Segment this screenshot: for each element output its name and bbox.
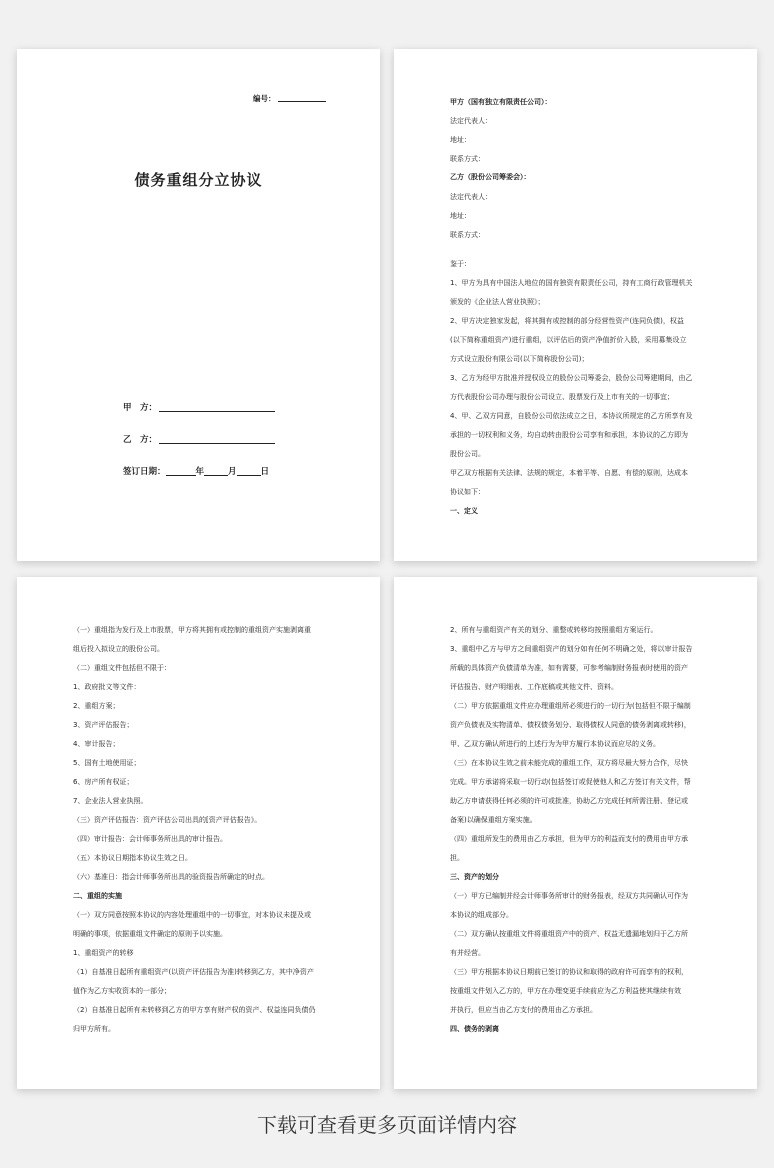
- document-page-4: [394, 577, 757, 1089]
- month-blank: [204, 466, 228, 476]
- day-blank: [237, 466, 261, 476]
- text-line: （四）重组所发生的费用由乙方承担，但为甲方的利益而支付的费用由甲方承: [450, 835, 688, 843]
- text-line: （三）在本协议生效之前未能完成的重组工作，双方将尽最大努力合作，尽快: [450, 759, 688, 767]
- cover-page: [17, 49, 380, 561]
- text-line: 助乙方申请获得任何必须的许可或批准，协助乙方完成任何所需注册、登记或: [450, 797, 688, 805]
- section-heading: 乙方（股份公司筹委会）：: [450, 173, 531, 181]
- text-line: 评估报告、财产明细表、工作底稿或其他文件、资料。: [450, 683, 618, 691]
- section-heading: 二、重组的实施: [73, 892, 122, 900]
- text-line: 2、甲方决定独家发起，将其拥有或控制的部分经营性资产(连同负债)，权益: [450, 317, 684, 325]
- download-caption: 下载可查看更多页面详情内容: [257, 1113, 517, 1137]
- text-line: （三）资产评估报告：资产评估公司出具的[资产评估报告》。: [73, 816, 262, 824]
- text-line: （2）自基准日起所有未转移到乙方的甲方享有财产权的资产、权益连同负债仍: [73, 1006, 316, 1014]
- text-line: 2、所有与重组资产有关的划分、重整或转移均按照重组方案运行。: [450, 626, 658, 634]
- text-line: 联系方式：: [450, 155, 485, 163]
- text-line: 资产负债表及实物清单、债权债务划分、取得债权人同意的债务剥离或转移)，: [450, 721, 691, 729]
- text-line: 并执行，但应当由乙方支付的费用由乙方承担。: [450, 1006, 597, 1014]
- party-b-label: 乙 方：: [123, 435, 158, 445]
- text-line: 组后投入拟设立的股份公司。: [73, 645, 164, 653]
- section-heading: 甲方（国有独立有限责任公司）：: [450, 98, 552, 106]
- text-line: 方式设立股份有限公司(以下简称股份公司)；: [450, 355, 589, 363]
- signing-date-label: 签订日期：: [123, 467, 166, 477]
- text-line: 协议如下：: [450, 488, 485, 496]
- agreement-number-blank: [278, 94, 326, 102]
- text-line: 5、国有土地使用证；: [73, 759, 141, 767]
- text-line: 地址：: [450, 136, 471, 144]
- party-b-signature-line: [123, 433, 275, 445]
- text-line: 4、甲、乙双方同意，自股份公司依法成立之日，本协议所规定的乙方所享有及: [450, 412, 693, 420]
- agreement-number-field: [253, 93, 326, 104]
- text-line: （一）甲方已编制并经会计师事务所审计的财务报表，经双方共同确认可作为: [450, 892, 688, 900]
- text-line: 完成。甲方承诺将采取一切行动(包括签订或促使他人和乙方签订有关文件，帮: [450, 778, 691, 786]
- text-line: 3、重组中乙方与甲方之间重组资产的划分如有任何不明确之处，将以审计报告: [450, 645, 693, 653]
- text-line: 有并经营。: [450, 949, 485, 957]
- section-heading: 三、资产的划分: [450, 873, 499, 881]
- text-line: （六）基准日：指会计师事务所出具的验资报告所确定的时点。: [73, 873, 269, 881]
- document-page-2: [394, 49, 757, 561]
- text-line: 担。: [450, 854, 464, 862]
- agreement-number-label: 编号：: [253, 94, 276, 103]
- text-line: 备案)以确保重组方案实施。: [450, 816, 537, 824]
- section-heading: 一、定义: [450, 507, 478, 515]
- text-line: （一）重组指为发行及上市股票，甲方将其拥有或控制的重组资产实施剥离重: [73, 626, 311, 634]
- text-line: 联系方式：: [450, 231, 485, 239]
- text-line: (以下简称重组资产)进行重组，以评估后的资产净值折价入股，采用募集设立: [450, 336, 687, 344]
- text-line: 7、企业法人营业执照。: [73, 797, 148, 805]
- text-line: （五）本协议日期指本协议生效之日。: [73, 854, 192, 862]
- text-line: （三）甲方根据本协议日期前已签订的协议和取得的政府许可而享有的权利，: [450, 968, 688, 976]
- month-label: 月: [228, 467, 237, 477]
- text-line: （四）审计报告：会计师事务所出具的审计报告。: [73, 835, 227, 843]
- text-line: 颁发的《企业法人营业执照》；: [450, 298, 545, 306]
- document-page-3: [17, 577, 380, 1089]
- party-a-label: 甲 方：: [123, 403, 158, 413]
- text-line: 按重组文件划入乙方的，甲方在办理变更手续前应为乙方利益使其继续有效: [450, 987, 681, 995]
- text-line: 本协议的组成部分。: [450, 911, 513, 919]
- party-b-blank: [159, 434, 275, 444]
- text-line: 1、重组资产的转移: [73, 949, 134, 957]
- year-blank: [166, 466, 196, 476]
- text-line: 归甲方所有。: [73, 1025, 115, 1033]
- text-line: 明确的事项，依据重组文件确定的原则予以实施。: [73, 930, 227, 938]
- text-line: （二）重组文件包括但不限于：: [73, 664, 171, 672]
- text-line: 6、房产所有权证；: [73, 778, 134, 786]
- text-line: 3、资产评估报告；: [73, 721, 134, 729]
- text-line: 法定代表人：: [450, 193, 492, 201]
- text-line: 2、重组方案；: [73, 702, 120, 710]
- party-a-blank: [159, 402, 275, 412]
- signing-date-line: [123, 465, 269, 477]
- text-line: 地址：: [450, 212, 471, 220]
- text-line: 1、甲方为具有中国法人地位的国有独资有限责任公司，持有工商行政管理机关: [450, 279, 693, 287]
- text-line: 甲、乙双方确认所进行的上述行为为甲方履行本协议而应尽的义务。: [450, 740, 660, 748]
- text-line: 1、政府批文等文件：: [73, 683, 141, 691]
- text-line: 所载的具体资产负债清单为准，如有需要，可参考编制财务报表时使用的资产: [450, 664, 688, 672]
- text-line: 值作为乙方实收资本的一部分；: [73, 987, 171, 995]
- text-line: 方代表股份公司办理与股份公司设立、股票发行及上市有关的一切事宜；: [450, 393, 674, 401]
- text-line: 法定代表人：: [450, 117, 492, 125]
- text-line: （二）甲方依据重组文件应办理重组所必须进行的一切行为(包括但不限于编制: [450, 702, 691, 710]
- text-line: 3、乙方为经甲方批准并授权设立的股份公司筹委会，股份公司筹建期间，由乙: [450, 374, 693, 382]
- day-label: 日: [260, 467, 270, 477]
- text-line: 鉴于：: [450, 260, 471, 268]
- agreement-title: 债务重组分立协议: [134, 171, 263, 189]
- party-a-signature-line: [123, 401, 275, 413]
- year-label: 年: [195, 467, 205, 477]
- text-line: 承担的一切权利和义务，均自动转由股份公司享有和承担，本协议的乙方即为: [450, 431, 688, 439]
- text-line: （一）双方同意按照本协议的内容处理重组中的一切事宜，对本协议未提及或: [73, 911, 311, 919]
- text-line: （二）双方确认按重组文件将重组资产中的资产、权益无遗漏地划归于乙方所: [450, 930, 688, 938]
- text-line: 股份公司。: [450, 450, 485, 458]
- text-line: 4、审计报告；: [73, 740, 120, 748]
- section-heading: 四、债务的剥离: [450, 1025, 499, 1033]
- text-line: （1）自基准日起所有重组资产(以资产评估报告为准)转移到乙方，其中净资产: [73, 968, 314, 976]
- text-line: 甲乙双方根据有关法律、法规的规定，本着平等、自愿、有偿的原则，达成本: [450, 469, 688, 477]
